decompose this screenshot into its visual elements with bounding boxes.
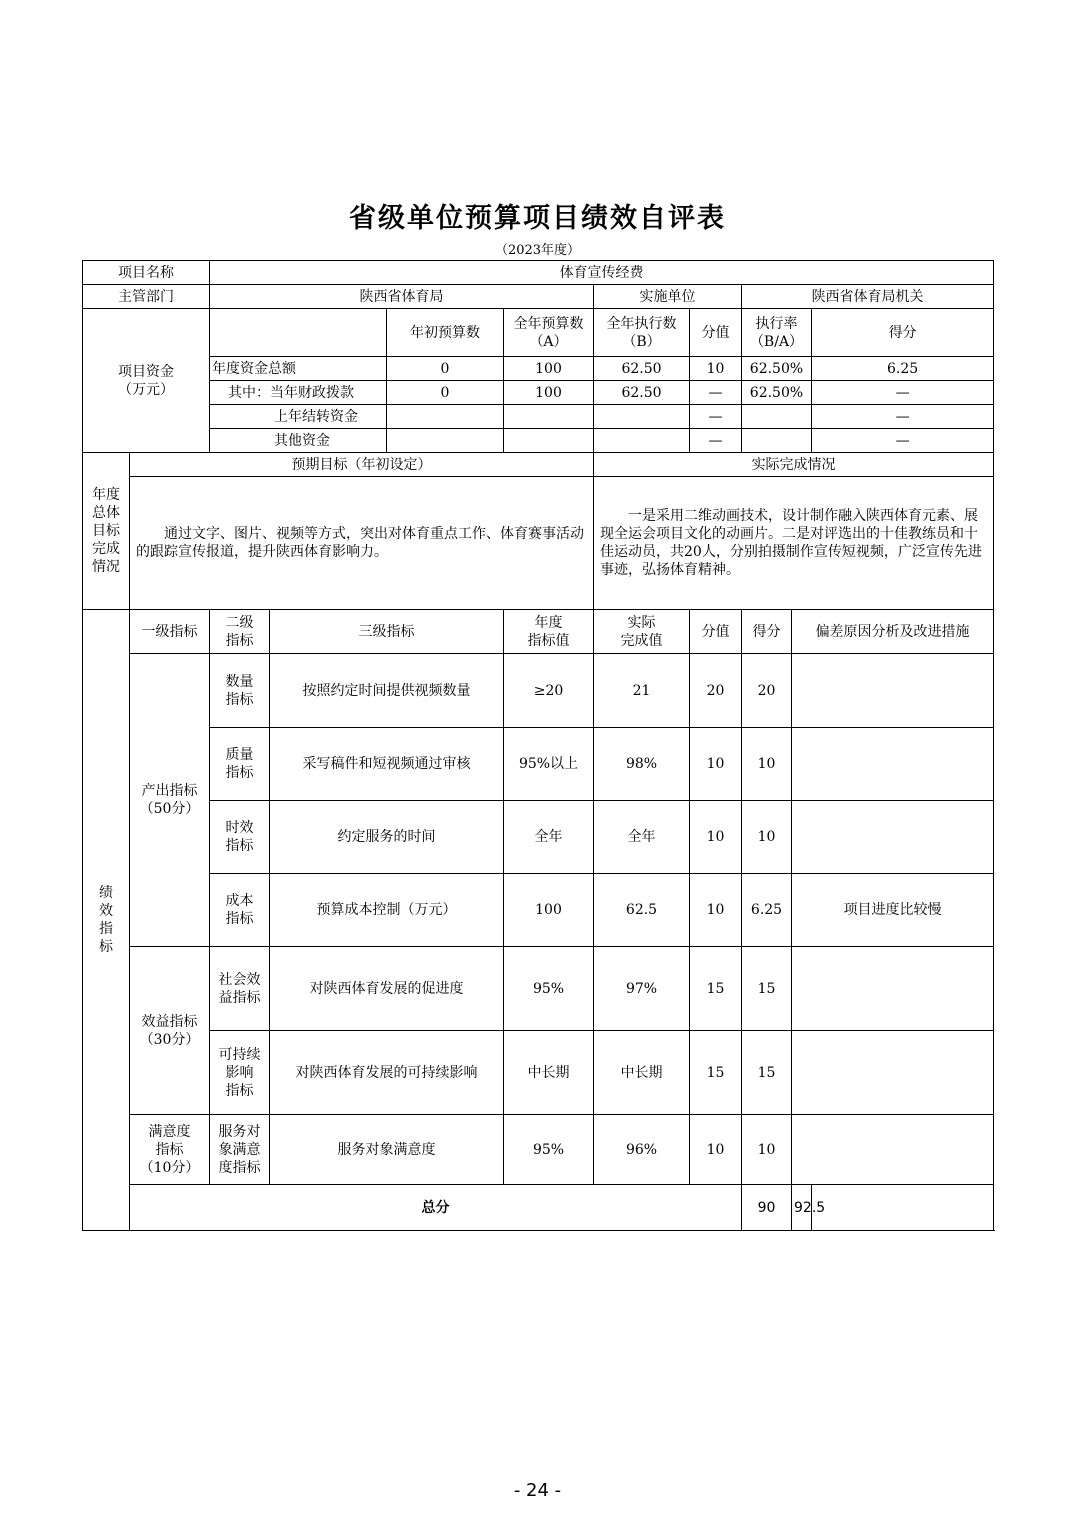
goals-content-row [83,477,994,610]
actual-cell: 全年 [594,801,690,874]
goals-header-row [83,453,994,477]
total-row [83,1185,994,1231]
score-cell: 10 [742,728,792,801]
reason-cell [792,947,994,1031]
score-cell: 10 [742,1115,792,1185]
funds-header-exec: 全年执行数 （B） [594,309,690,357]
score-cell: 15 [742,1031,792,1115]
funds-row-exec [594,429,690,453]
benefit-indicator-group: 效益指标 （30分） [130,947,210,1115]
actual-cell: 21 [594,654,690,728]
actual-cell: 98% [594,728,690,801]
funds-header-row [83,309,994,357]
funds-header-rate: 执行率 （B/A） [742,309,812,357]
project-name-label: 项目名称 [83,261,210,285]
score-value-cell: 20 [690,654,742,728]
funds-row-annual: 100 [504,381,594,405]
funds-header-score-value: 分值 [690,309,742,357]
department-label: 主管部门 [83,285,210,309]
funds-row-initial [387,405,504,429]
header-actual: 实际 完成值 [594,610,690,654]
department-row [83,285,994,309]
total-reason [812,1185,994,1231]
header-level2: 二级 指标 [210,610,270,654]
performance-indicators-label: 绩 效 指 标 [83,610,130,1231]
target-cell: 100 [504,874,594,947]
reason-cell: 项目进度比较慢 [792,874,994,947]
page-number: - 24 - [513,1480,562,1501]
target-cell: 95%以上 [504,728,594,801]
score-value-cell: 10 [690,874,742,947]
document-title: 省级单位预算项目绩效自评表 [349,203,726,234]
target-cell: 中长期 [504,1031,594,1115]
indicator-row-quality [83,728,994,801]
actual-completion-text: 一是采用二维动画技术，设计制作融入陕西体育元素、展现全运会项目文化的动画片。二是对评选出的十佳教练员和十佳运动员，共20人，分别拍摄制作宣传短视频，广泛宣传先进事迹，弘扬体育精神。 [594,477,994,610]
actual-completion-header: 实际完成情况 [594,453,994,477]
header-level3: 三级指标 [270,610,504,654]
level3-cell: 服务对象满意度 [270,1115,504,1185]
actual-cell: 96% [594,1115,690,1185]
header-score: 得分 [742,610,792,654]
funds-row-score: — [812,381,994,405]
indicator-row-social-benefit [83,947,994,1031]
indicators-header-row [83,610,994,654]
funds-row-rate [742,429,812,453]
funds-row-rate: 62.50% [742,381,812,405]
goals-label: 年度 总体 目标 完成 情况 [83,453,130,610]
funds-row-annual [504,429,594,453]
funds-row-exec: 62.50 [594,357,690,381]
department-value: 陕西省体育局 [210,285,594,309]
funds-row-score-value: — [690,381,742,405]
project-name-row [83,261,994,285]
funds-row-score: — [812,429,994,453]
funds-row-exec: 62.50 [594,381,690,405]
self-evaluation-table [82,260,994,1231]
funds-header-annual: 全年预算数 （A） [504,309,594,357]
score-value-cell: 15 [690,947,742,1031]
funds-row-carryover [83,405,994,429]
level3-cell: 采写稿件和短视频通过审核 [270,728,504,801]
reason-cell [792,654,994,728]
project-name-value: 体育宣传经费 [210,261,994,285]
actual-cell: 62.5 [594,874,690,947]
header-reason: 偏差原因分析及改进措施 [792,610,994,654]
funds-header-initial: 年初预算数 [387,309,504,357]
implementer-label: 实施单位 [594,285,742,309]
target-cell: 95% [504,947,594,1031]
score-value-cell: 15 [690,1031,742,1115]
score-cell: 15 [742,947,792,1031]
funds-row-other [83,429,994,453]
level3-cell: 约定服务的时间 [270,801,504,874]
reason-cell [792,1031,994,1115]
funds-row-rate: 62.50% [742,357,812,381]
score-value-cell: 10 [690,801,742,874]
level3-cell: 按照约定时间提供视频数量 [270,654,504,728]
score-value-cell: 10 [690,728,742,801]
funds-header-score: 得分 [812,309,994,357]
level3-cell: 对陕西体育发展的可持续影响 [270,1031,504,1115]
funds-row-annual: 100 [504,357,594,381]
reason-cell [792,801,994,874]
level2-cell: 时效 指标 [210,801,270,874]
indicator-row-timeliness [83,801,994,874]
funds-label: 项目资金 （万元） [83,309,210,453]
funds-row-score: — [812,405,994,429]
level2-cell: 成本 指标 [210,874,270,947]
target-cell: 95% [504,1115,594,1185]
funds-header-blank [210,309,387,357]
level3-cell: 预算成本控制（万元） [270,874,504,947]
output-indicator-group: 产出指标 （50分） [130,654,210,947]
funds-row-initial: 0 [387,357,504,381]
funds-row-total [83,357,994,381]
implementer-value: 陕西省体育局机关 [742,285,994,309]
funds-row-score-value: — [690,405,742,429]
funds-row-annual [504,405,594,429]
total-score: 92.5 [792,1185,812,1231]
score-cell: 10 [742,801,792,874]
level2-cell: 可持续 影响 指标 [210,1031,270,1115]
target-cell: ≥20 [504,654,594,728]
funds-row-label: 其中：当年财政拨款 [210,381,387,405]
level2-cell: 质量 指标 [210,728,270,801]
indicator-row-satisfaction [83,1115,994,1185]
funds-row-label: 其他资金 [210,429,387,453]
funds-row-rate [742,405,812,429]
score-value-cell: 10 [690,1115,742,1185]
total-score-value: 90 [742,1185,792,1231]
actual-cell: 97% [594,947,690,1031]
funds-row-fiscal [83,381,994,405]
funds-row-exec [594,405,690,429]
reason-cell [792,1115,994,1185]
funds-row-label: 上年结转资金 [210,405,387,429]
actual-cell: 中长期 [594,1031,690,1115]
score-cell: 20 [742,654,792,728]
expected-goal-text: 通过文字、图片、视频等方式，突出对体育重点工作、体育赛事活动的跟踪宣传报道，提升陕西体育影响力。 [130,477,594,610]
funds-row-initial [387,429,504,453]
target-cell: 全年 [504,801,594,874]
funds-row-label: 年度资金总额 [210,357,387,381]
document-year: （2023年度） [494,243,581,258]
indicator-row-sustainable [83,1031,994,1115]
indicator-row-quantity [83,654,994,728]
header-level1: 一级指标 [130,610,210,654]
total-label: 总分 [130,1185,742,1231]
funds-row-initial: 0 [387,381,504,405]
reason-cell [792,728,994,801]
expected-goal-header: 预期目标（年初设定） [130,453,594,477]
funds-row-score-value: 10 [690,357,742,381]
indicator-row-cost [83,874,994,947]
satisfaction-indicator-group: 满意度 指标 （10分） [130,1115,210,1185]
funds-row-score: 6.25 [812,357,994,381]
score-cell: 6.25 [742,874,792,947]
header-score-value: 分值 [690,610,742,654]
level2-cell: 服务对 象满意 度指标 [210,1115,270,1185]
level2-cell: 社会效 益指标 [210,947,270,1031]
level3-cell: 对陕西体育发展的促进度 [270,947,504,1031]
funds-row-score-value: — [690,429,742,453]
header-target: 年度 指标值 [504,610,594,654]
level2-cell: 数量 指标 [210,654,270,728]
